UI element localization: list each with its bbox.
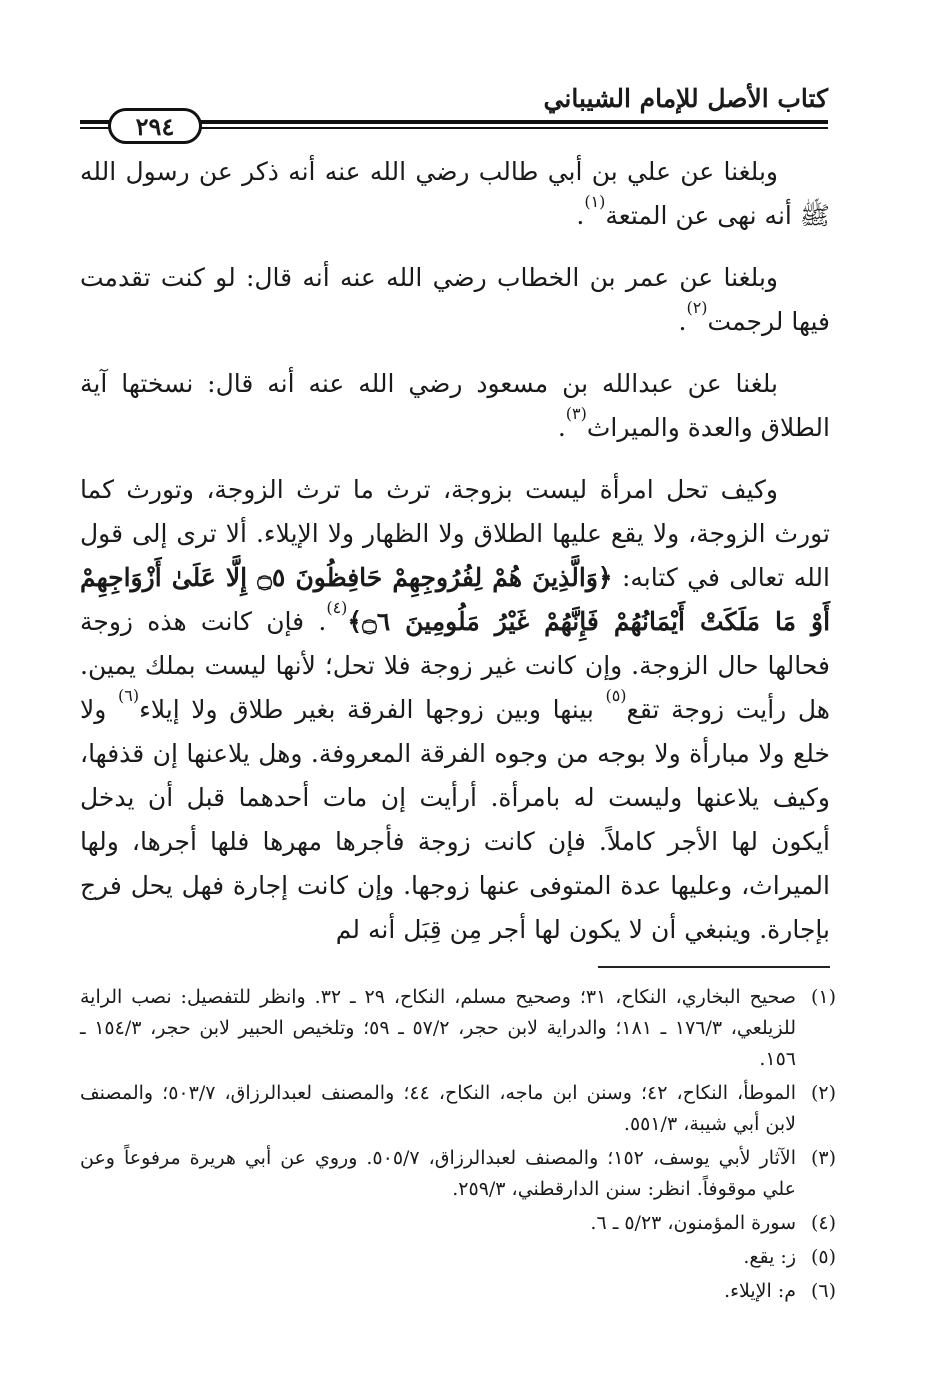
- paragraph: بلغنا عن عبدالله بن مسعود رضي الله عنه أنه قال: نسختها آية الطلاق والعدة والميراث$^{(٣)}$.: [80, 369, 830, 442]
- footnote-marker: (٥): [605, 686, 627, 705]
- footnote-marker: (١): [584, 192, 606, 211]
- main-paragraph: وكيف تحل امرأة ليست بزوجة، ترث ما ترث الزوجة، وتورث كما تورث الزوجة، ولا يقع عليها الطلاق ولا الظهار ولا الإيلاء. ألا ترى إلى قول الله تعالى في كتابه: ﴿وَالَّذِينَ هُمْ لِفُرُوجِهِمْ حَافِظُونَ ۝٥ إِلَّا عَلَىٰ أَزْوَاجِهِمْ أَوْ مَا مَلَكَتْ أَيْمَانُهُمْ فَإِنَّهُمْ غَيْرُ مَلُومِينَ ۝٦﴾$^{(٤)}$. فإن كانت هذه زوجة فحالها حال الزوجة. وإن كانت غير زوجة فلا تحل؛ لأنها ليست بملك يمين. هل رأيت زوجة تقع$^{(٥)}$ بينها وبين زوجها الفرقة بغير طلاق ولا إيلاء$^{(٦)}$ ولا خلع ولا مبارأة ولا بوجه من وجوه الفرقة المعروفة. وهل يلاعنها إن قذفها، وكيف يلاعنها وليست له بامرأة. أرأيت إن مات أحدهما قبل أن يدخل أيكون لها الأجر كاملاً. فإن كانت زوجة فأجرها مهرها فلها أجرها، ولها الميراث، وعليها عدة المتوفى عنها زوجها. وإن كانت إجارة فهل يحل فرج بإجارة. وينبغي أن لا يكون لها أجر مِن قِبَل أنه لم: [80, 475, 831, 944]
- footnote-marker: (٤): [326, 598, 348, 617]
- footnote-number: (١): [810, 986, 836, 1008]
- footnote-number: (٦): [810, 1280, 836, 1302]
- page-header: [80, 78, 828, 141]
- footnotes: [80, 982, 836, 1310]
- footnote-text: الآثار لأبي يوسف، ١٥٢؛ والمصنف لعبدالرزاق، ٥٠٥/٧. وروي عن أبي هريرة مرفوعاً وعن علي موقوفاً. انظر: سنن الدارقطني، ٢٥٩/٣.: [80, 1147, 796, 1200]
- main-text: [80, 150, 830, 952]
- footnote: [80, 1208, 836, 1239]
- quran-verse: ﴿وَالَّذِينَ هُمْ لِفُرُوجِهِمْ حَافِظُونَ ۝٥ إِلَّا عَلَىٰ أَزْوَاجِهِمْ أَوْ مَا مَلَكَتْ أَيْمَانُهُمْ فَإِنَّهُمْ غَيْرُ مَلُومِينَ ۝٦﴾: [80, 563, 831, 636]
- footnote-text: م: الإيلاء.: [724, 1280, 796, 1302]
- footnote-marker: (٣): [565, 404, 587, 423]
- footnote-text: الموطأ، النكاح، ٤٢؛ وسنن ابن ماجه، النكاح، ٤٤؛ والمصنف لعبدالرزاق، ٥٠٣/٧؛ والمصنف لابن أبي شيبة، ٥٥١/٣.: [80, 1082, 796, 1135]
- paragraph: وبلغنا عن علي بن أبي طالب رضي الله عنه أنه ذكر عن رسول الله ﷺ أنه نهى عن المتعة$^{(١)}$.: [80, 157, 830, 230]
- footnote-text: سورة المؤمنون، ٥/٢٣ ـ ٦.: [590, 1212, 796, 1234]
- footnote: [80, 1242, 836, 1273]
- page-number: ٢٩٤: [108, 108, 202, 144]
- footnote: [80, 1276, 836, 1307]
- footnote: [80, 1143, 836, 1205]
- footnote-marker: (٦): [117, 686, 140, 705]
- book-title: كتاب الأصل للإمام الشيباني: [543, 84, 828, 113]
- footnote-marker: (٢): [686, 298, 708, 317]
- footnote-number: (٣): [810, 1147, 836, 1169]
- footnote-number: (٤): [810, 1212, 836, 1234]
- footnote-text: صحيح البخاري، النكاح، ٣١؛ وصحيح مسلم، النكاح، ٢٩ ـ ٣٢. وانظر للتفصيل: نصب الراية للزيلعي، ١٧٦/٣ ـ ١٨١؛ والدراية لابن حجر، ٥٧/٢ ـ ٥٩؛ وتلخيص الحبير لابن حجر، ١٥٤/٣ ـ ١٥٦.: [80, 986, 797, 1070]
- footnote-number: (٢): [810, 1082, 836, 1104]
- footnote-text: ز: يقع.: [743, 1246, 796, 1268]
- footnote-number: (٥): [810, 1246, 836, 1268]
- paragraph: وبلغنا عن عمر بن الخطاب رضي الله عنه أنه قال: لو كنت تقدمت فيها لرجمت$^{(٢)}$.: [80, 263, 830, 336]
- footnote: [80, 982, 836, 1075]
- footnote: [80, 1078, 836, 1140]
- footnote-divider: [598, 966, 830, 968]
